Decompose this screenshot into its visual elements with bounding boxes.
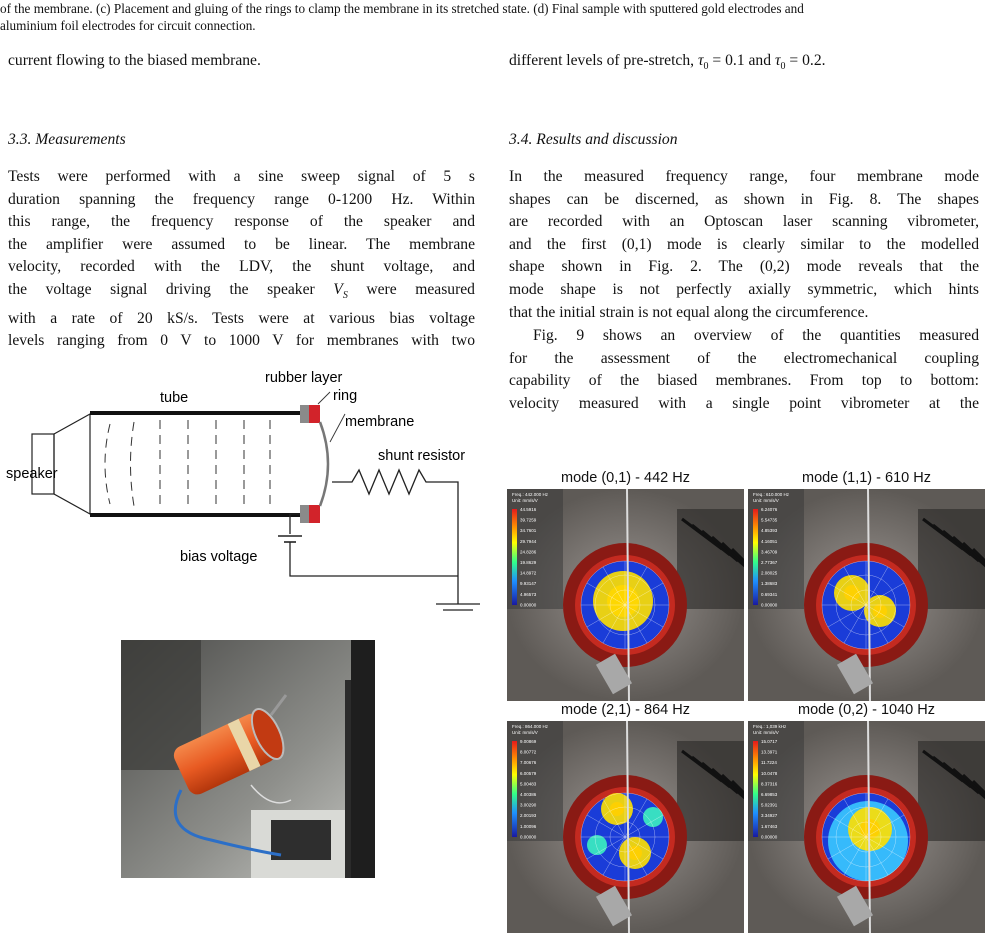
colorbar-tick-label: 29.7944 [520,538,537,544]
text-line: levels ranging from 0 V to 1000 V for membranes with two [8,332,475,350]
colorbar-tick-label: 3.34927 [761,813,778,819]
colorbar [512,509,517,605]
legend-unit: Unit: mm/s/V [512,730,538,735]
text-segment: = 0.2. [785,52,826,69]
text-line: with a rate of 20 kS/s. Tests were at various bias voltage [8,309,475,327]
membrane-leader [330,414,345,442]
math-sub-s: S [342,290,348,302]
mode-shape-panel [507,721,744,933]
colorbar-tick-label: 10.0478 [761,770,778,776]
mode-title: mode (0,1) - 442 Hz [561,470,690,486]
colorbar-tick-label: 0.69341 [761,591,778,597]
text-line: and the first (0,1) mode is clearly similar to the modelled [509,235,979,253]
colorbar-tick-label: 19.8629 [520,560,537,565]
caption-line-1: of the membrane. (c) Placement and gluing of the rings to clamp the membrane in its stretched state. (d) Final sample with sputtered gold electrodes and [0,1,804,16]
text-segment: the voltage signal driving the speaker [8,280,315,298]
vibration-blob [593,571,653,631]
legend-frequency: Freq.: 442.000 Hz [512,492,549,497]
text-line: Tests were performed with a sine sweep signal of 5 s [8,168,475,185]
colorbar-tick-label: 6.69853 [761,792,778,797]
text-segment: = 0.1 and [708,52,775,69]
text-line: are recorded with an Optoscan laser scanning vibrometer, [509,213,979,231]
math-sub: 0 [780,61,786,73]
colorbar-tick-label: 4.00386 [520,792,537,797]
mode-title: mode (2,1) - 864 Hz [561,702,690,718]
math-vs [333,280,348,302]
results-paragraph-1 [509,166,979,324]
legend-unit: Unit: mm/s/V [512,498,538,503]
text-line: that the initial strain is not equal along the circumference. [509,303,869,321]
colorbar-tick-label: 0.00000 [761,602,778,608]
vibration-blob [619,837,651,869]
text-line [8,279,475,308]
ring-bottom [309,505,320,523]
colorbar-tick-label: 3.46709 [761,549,778,555]
text-segment: different levels of pre-stretch, [509,52,695,69]
measurements-paragraph [8,166,475,353]
text-line [509,50,979,79]
speaker-cone [54,414,90,514]
setup-photo [121,640,375,878]
ring-leader [318,392,330,404]
shunt-resistor-symbol [332,470,458,604]
legend-unit: Unit: mm/s/V [753,730,779,735]
colorbar-tick-label: 44.5916 [520,507,537,512]
mode-title: mode (1,1) - 610 Hz [802,470,931,486]
wavefront [131,422,135,506]
colorbar [753,741,758,837]
text-line: shapes can be discerned, as shown in Fig. 8. The shapes [509,190,979,208]
text-segment: were measured [366,280,475,298]
colorbar-tick-label: 6.24076 [761,507,778,512]
legend-frequency: Freq.: 864.000 Hz [512,724,549,729]
math-v: V [333,280,343,298]
colorbar-tick-label: 8.00772 [520,749,537,755]
math-tau: τ [697,52,704,69]
mode-shapes-figure [507,468,985,936]
colorbar-tick-label: 9.00869 [520,739,537,744]
colorbar [512,741,517,837]
colorbar-tick-label: 6.00579 [520,770,537,776]
colorbar-tick-label: 5.54735 [761,517,778,523]
setup-schematic [0,364,485,614]
text-line: capability of the biased membranes. From top to bottom: [509,372,979,390]
text-line: In the measured frequency range, four membrane mode [509,168,979,185]
label-shunt-resistor: shunt resistor [378,448,466,464]
label-membrane: membrane [345,414,415,430]
results-paragraph-2 [509,325,979,415]
colorbar-tick-label: 5.02391 [761,802,778,808]
label-ring: ring [333,388,358,404]
caption-line-2: aluminium foil electrodes for circuit connection. [0,18,256,33]
colorbar-tick-label: 34.7601 [520,528,537,534]
colorbar-tick-label: 0.00000 [520,602,537,608]
right-intro [509,50,979,79]
colorbar-tick-label: 11.7224 [761,760,777,766]
colorbar-tick-label: 2.08025 [761,570,778,576]
math-sub: 0 [703,61,709,73]
section-title-measurements: 3.3. Measurements [8,131,126,148]
legend-unit: Unit: mm/s/V [753,498,779,503]
legend-frequency: Freq.: 610.000 Hz [753,492,790,497]
mode-title: mode (0,2) - 1040 Hz [797,702,935,718]
mode-shape-panel [507,489,744,701]
colorbar-tick-label: 2.00193 [520,813,537,819]
colorbar-tick-label: 5.00483 [520,781,537,787]
colorbar-tick-label: 1.67463 [761,823,778,829]
section-title-results: 3.4. Results and discussion [509,131,678,148]
figure-caption [0,0,985,34]
colorbar-tick-label: 8.37316 [761,781,778,787]
left-intro-line: current flowing to the biased membrane. [8,52,261,69]
colorbar-tick-label: 9.93147 [520,581,537,587]
text-line: shape shown in Fig. 2. The (0,2) mode reveals that the [509,258,979,276]
legend-frequency: Freq.: 1,039 kHz [753,724,787,729]
colorbar-tick-label: 3.00290 [520,802,537,808]
colorbar-tick-label: 13.3971 [761,749,778,755]
colorbar-tick-label: 7.00676 [520,760,537,766]
text-line: duration spanning the frequency range 0-1200 Hz. Within [8,190,475,208]
colorbar-tick-label: 4.16051 [761,538,778,544]
colorbar-tick-label: 15.0717 [761,739,778,744]
colorbar-tick-label: 1.38683 [761,581,778,587]
wavefront [105,424,110,504]
mode-shape-panel [748,721,985,933]
colorbar-tick-label: 39.7259 [520,517,537,523]
membrane-line [320,422,328,506]
ring-top [309,405,320,423]
colorbar-tick-label: 0.00000 [761,834,778,840]
vibration-blob [587,835,607,855]
label-bias-voltage: bias voltage [180,549,258,565]
colorbar-tick-label: 0.00000 [520,834,537,840]
text-line: velocity measured with a single point vibrometer at the [509,394,979,412]
math-tau: τ [774,52,781,69]
text-line: mode shape is not perfectly axially symmetric, which hints [509,280,979,298]
label-tube: tube [160,390,189,406]
colorbar-tick-label: 4.96573 [520,591,537,597]
colorbar [753,509,758,605]
speaker-magnet [32,434,54,494]
left-column [8,50,475,73]
text-line: Fig. 9 shows an overview of the quantities measured [533,327,979,344]
colorbar-tick-label: 24.8286 [520,549,537,555]
colorbar-tick-label: 14.8972 [520,570,537,576]
colorbar-tick-label: 2.77367 [761,560,778,565]
text-line: the amplifier were assumed to be linear. The membrane [8,235,475,253]
text-line: velocity, recorded with the LDV, the shunt voltage, and [8,258,475,276]
text-line: for the assessment of the electromechanical coupling [509,349,979,367]
mode-shape-panel [748,489,985,701]
label-rubber-layer: rubber layer [265,370,343,386]
bias-ground-wire [290,542,458,576]
colorbar-tick-label: 1.00096 [520,823,537,829]
rubber-layer-top [300,405,309,423]
text-line: this range, the frequency response of the speaker and [8,213,475,231]
rubber-layer-bottom [300,505,309,523]
stand-post-dark [351,640,375,878]
label-speaker: speaker [6,466,58,482]
colorbar-tick-label: 4.85393 [761,528,778,534]
